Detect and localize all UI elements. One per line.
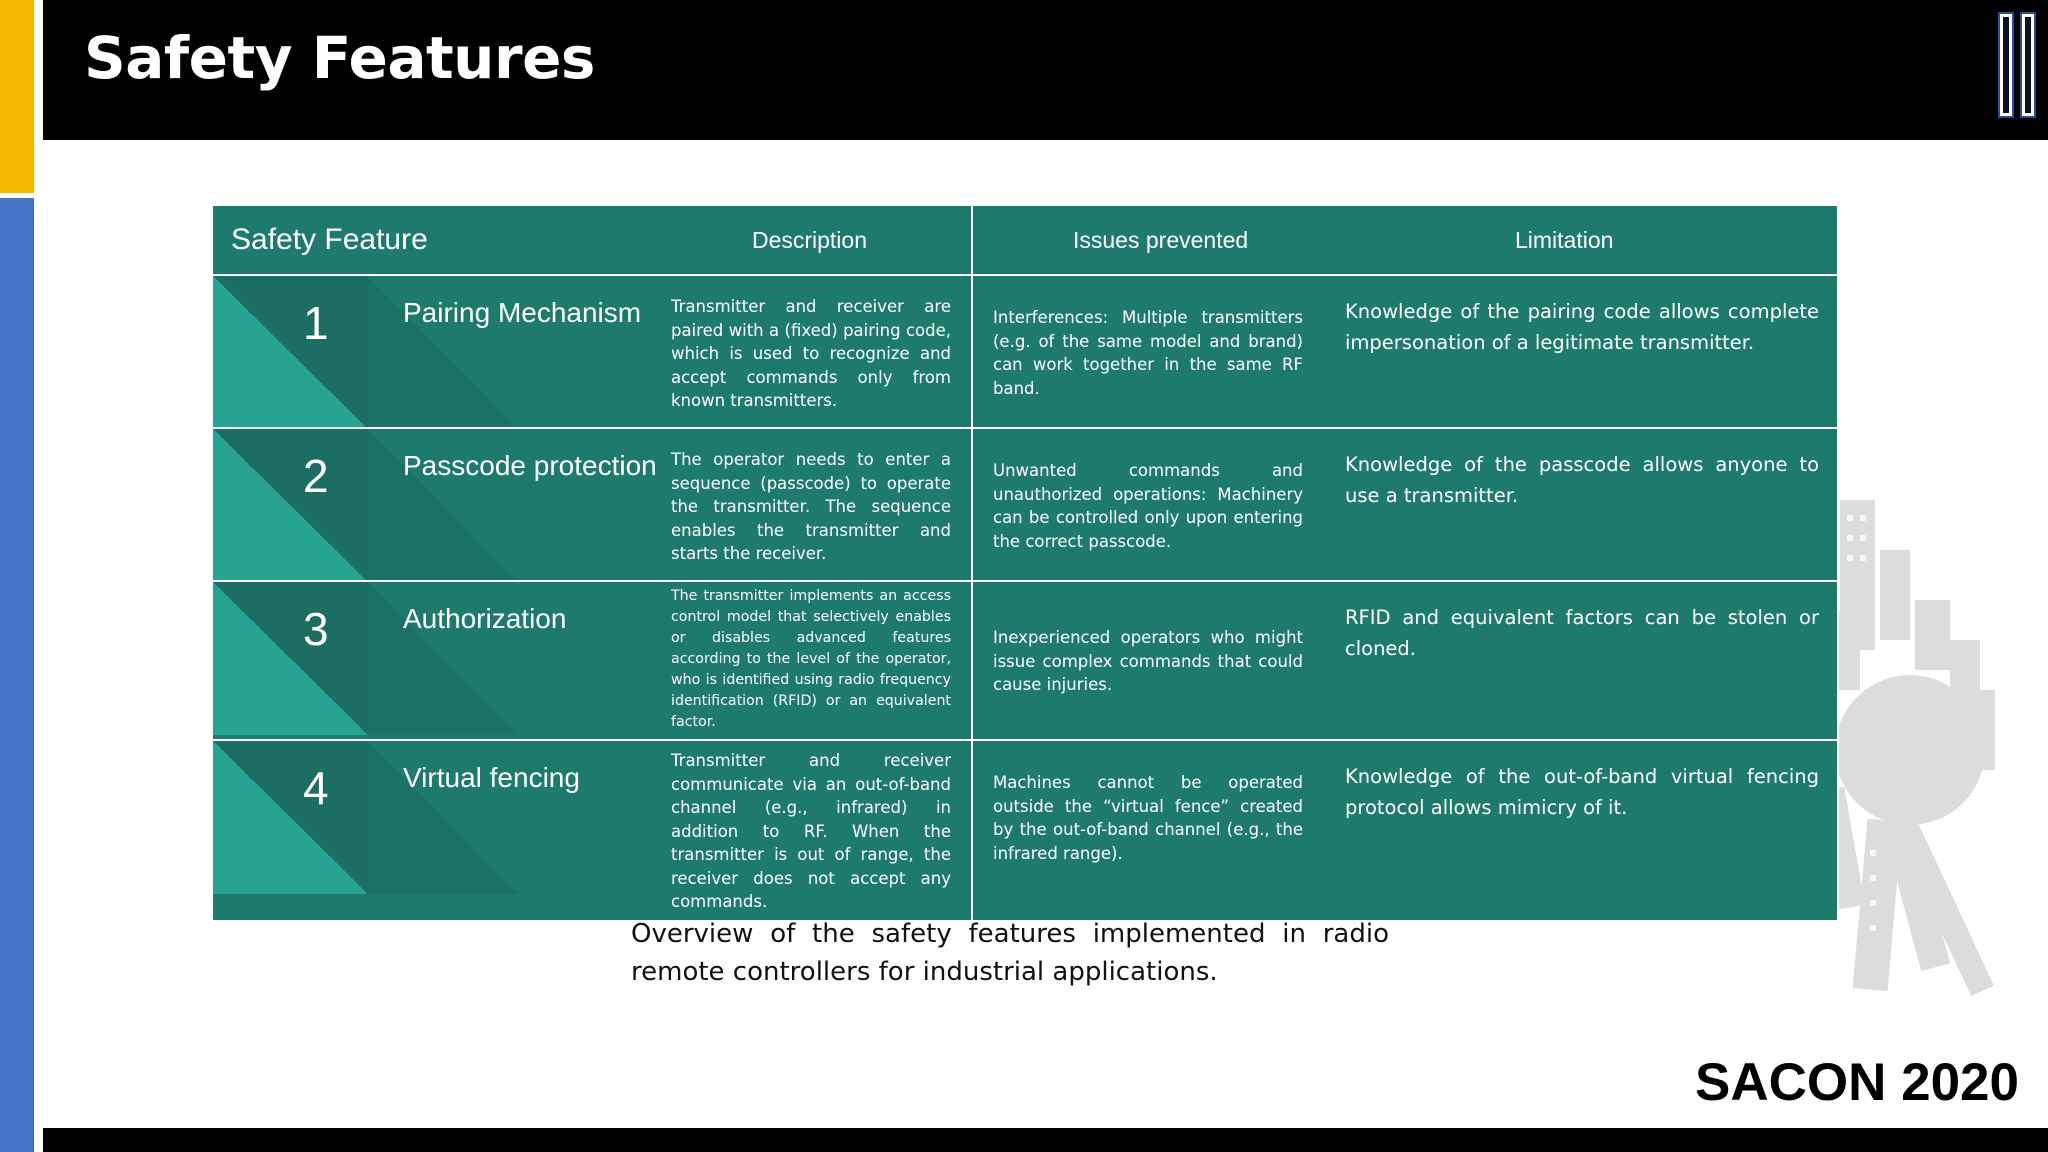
table-row [212,581,1838,740]
limitation-cell: Knowledge of the out-of-band virtual fencing protocol allows mimicry of it. [1317,740,1838,921]
table-header-row [212,205,1838,275]
left-accent-blue [0,198,37,1152]
left-accent-yellow [0,0,37,193]
feature-name: Virtual fencing [403,762,580,793]
limitation-cell: Knowledge of the pairing code allows complete impersonation of a legitimate transmitter. [1317,275,1838,428]
feature-number: 2 [303,450,329,502]
safety-features-table [211,204,1839,922]
table-row [212,740,1838,921]
description-cell: The operator needs to enter a sequence (passcode) to operate the transmitter. The sequence enables the transmitter and starts the receiver. [667,428,972,581]
header-issues-prevented: Issues prevented [972,205,1317,275]
header-safety-feature: Safety Feature [212,205,667,275]
table-caption: Overview of the safety features implemented in radio remote controllers for industrial applications. [631,919,1389,987]
header-limitation: Limitation [1317,205,1838,275]
feature-number: 4 [303,762,329,814]
feature-number: 3 [303,603,329,655]
issues-cell: Interferences: Multiple transmitters (e.g. of the same model and brand) can work together in the same RF band. [972,275,1317,428]
issues-cell: Machines cannot be operated outside the “virtual fence” created by the out-of-band channel (e.g., the infrared range). [972,740,1317,921]
description-cell: The transmitter implements an access control model that selectively enables or disables advanced features according to the level of the operator, who is identified using radio frequency identification (RFID) or an equivalent factor. [667,581,972,740]
feature-cell [212,428,667,581]
issues-cell: Unwanted commands and unauthorized operations: Machinery can be controlled only upon entering the correct passcode. [972,428,1317,581]
feature-number: 1 [303,297,329,349]
description-cell: Transmitter and receiver communicate via an out-of-band channel (e.g., infrared) in addition to RF. When the transmitter is out of range, the receiver does not accept any commands. [667,740,972,921]
feature-cell [212,275,667,428]
description-cell: Transmitter and receiver are paired with a (fixed) pairing code, which is used to recognize and accept commands only from known transmitters. [667,275,972,428]
table-row [212,275,1838,428]
page-title: Safety Features [84,24,595,92]
issues-cell: Inexperienced operators who might issue complex commands that could cause injuries. [972,581,1317,740]
feature-name: Pairing Mechanism [403,297,642,328]
feature-name: Authorization [403,603,567,634]
header-description: Description [667,205,972,275]
feature-cell [212,740,667,921]
limitation-cell: RFID and equivalent factors can be stolen or cloned. [1317,581,1838,740]
feature-name: Passcode protection [403,450,657,481]
table-row [212,428,1838,581]
footer-brand: SACON 2020 [1694,1053,2019,1112]
limitation-cell: Knowledge of the passcode allows anyone to use a transmitter. [1317,428,1838,581]
header-bar [43,0,2048,140]
footer-bar [43,1128,2048,1152]
feature-cell [212,581,667,740]
pause-mark-icon [2000,14,2038,116]
